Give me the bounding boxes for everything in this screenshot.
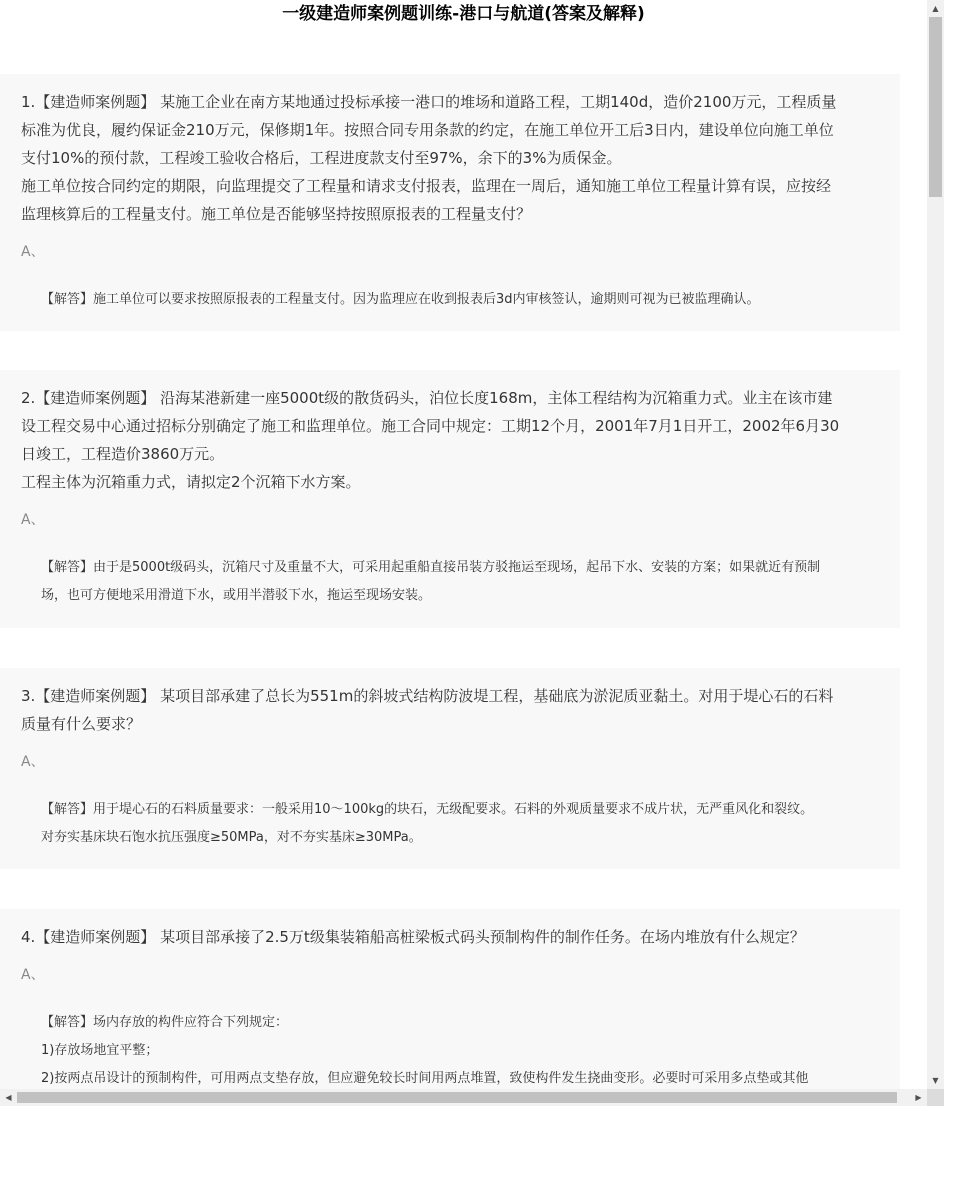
answer-line: 【解答】场内存放的构件应符合下列规定： <box>41 1015 289 1030</box>
question-text <box>21 682 880 738</box>
question-text <box>21 384 880 496</box>
question-line: 监理核算后的工程量支付。施工单位是否能够坚持按照原报表的工程量支付？ <box>21 205 532 223</box>
question-line: 工程主体为沉箱重力式，请拟定2个沉箱下水方案。 <box>21 473 361 491</box>
answer-line: 【解答】用于堤心石的石料质量要求：一般采用10～100kg的块石，无级配要求。石料的外观质量要求不成片状，无严重风化和裂纹。 <box>41 802 814 817</box>
answer-option-a[interactable]: A、 <box>21 244 45 260</box>
question-line: 2.【建造师案例题】 沿海某港新建一座5000t级的散货码头，泊位长度168m，主体工程结构为沉箱重力式。业主在该市建 <box>21 389 833 407</box>
question-line: 日竣工，工程造价3860万元。 <box>21 445 225 463</box>
question-card-2 <box>0 370 900 628</box>
question-line: 3.【建造师案例题】 某项目部承建了总长为551m的斜坡式结构防波堤工程，基础底为淤泥质亚黏土。对用于堤心石的石料 <box>21 687 834 705</box>
scroll-left-icon[interactable]: ◀ <box>5 1093 12 1102</box>
answer-line: 1)存放场地宜平整； <box>41 1043 159 1058</box>
answer-explanation <box>21 796 880 852</box>
question-line: 支付10%的预付款，工程竣工验收合格后，工程进度款支付至97%，余下的3%为质保金。 <box>21 149 622 167</box>
answer-line: 对夯实基床块石饱水抗压强度≥50MPa，对不夯实基床≥30MPa。 <box>41 830 422 845</box>
vertical-scroll-thumb[interactable] <box>929 17 942 197</box>
answer-explanation <box>21 554 880 610</box>
question-line: 1.【建造师案例题】 某施工企业在南方某地通过投标承接一港口的堆场和道路工程，工期140d，造价2100万元，工程质量 <box>21 93 837 111</box>
question-text <box>21 88 880 228</box>
scroll-right-icon[interactable]: ▶ <box>915 1093 922 1102</box>
scroll-up-icon[interactable]: ▲ <box>932 4 939 13</box>
question-line: 设工程交易中心通过招标分别确定了施工和监理单位。施工合同中规定：工期12个月，2001年7月1日开工，2002年6月30 <box>21 417 840 435</box>
question-line: 4.【建造师案例题】 某项目部承接了2.5万t级集装箱船高桩梁板式码头预制构件的制作任务。在场内堆放有什么规定？ <box>21 928 805 946</box>
answer-explanation <box>21 286 880 314</box>
answer-option-a[interactable]: A、 <box>21 967 45 983</box>
scroll-down-icon[interactable]: ▼ <box>932 1076 939 1085</box>
answer-line: 2)按两点吊设计的预制构件，可用两点支垫存放，但应避免较长时间用两点堆置，致使构件发生挠曲变形。必要时可采用多点垫或其他 <box>41 1071 809 1086</box>
scrollbar-corner <box>927 1089 944 1106</box>
vertical-scrollbar[interactable] <box>927 0 944 1089</box>
answer-option-a[interactable]: A、 <box>21 512 45 528</box>
question-card-4 <box>0 909 900 1089</box>
answer-line: 场，也可方便地采用滑道下水，或用半潜驳下水，拖运至现场安装。 <box>41 588 432 603</box>
question-line: 质量有什么要求？ <box>21 715 142 733</box>
horizontal-scroll-thumb[interactable] <box>17 1092 897 1103</box>
question-line: 标准为优良，履约保证金210万元，保修期1年。按照合同专用条款的约定，在施工单位开工后3日内，建设单位向施工单位 <box>21 121 834 139</box>
question-line: 施工单位按合同约定的期限，向监理提交了工程量和请求支付报表，监理在一周后，通知施工单位工程量计算有误，应按经 <box>21 177 832 195</box>
question-card-1 <box>0 74 900 331</box>
answer-explanation <box>21 1009 880 1089</box>
answer-option-a[interactable]: A、 <box>21 754 45 770</box>
answer-line: 【解答】施工单位可以要求按照原报表的工程量支付。因为监理应在收到报表后3d内审核签认，逾期则可视为已被监理确认。 <box>41 292 760 307</box>
horizontal-scrollbar[interactable] <box>0 1089 927 1106</box>
answer-line: 【解答】由于是5000t级码头，沉箱尺寸及重量不大，可采用起重船直接吊装方驳拖运至现场，起吊下水、安装的方案；如果就近有预制 <box>41 560 821 575</box>
page-title: 一级建造师案例题训练-港口与航道(答案及解释) <box>282 4 645 24</box>
question-card-3 <box>0 668 900 869</box>
question-text <box>21 923 880 951</box>
